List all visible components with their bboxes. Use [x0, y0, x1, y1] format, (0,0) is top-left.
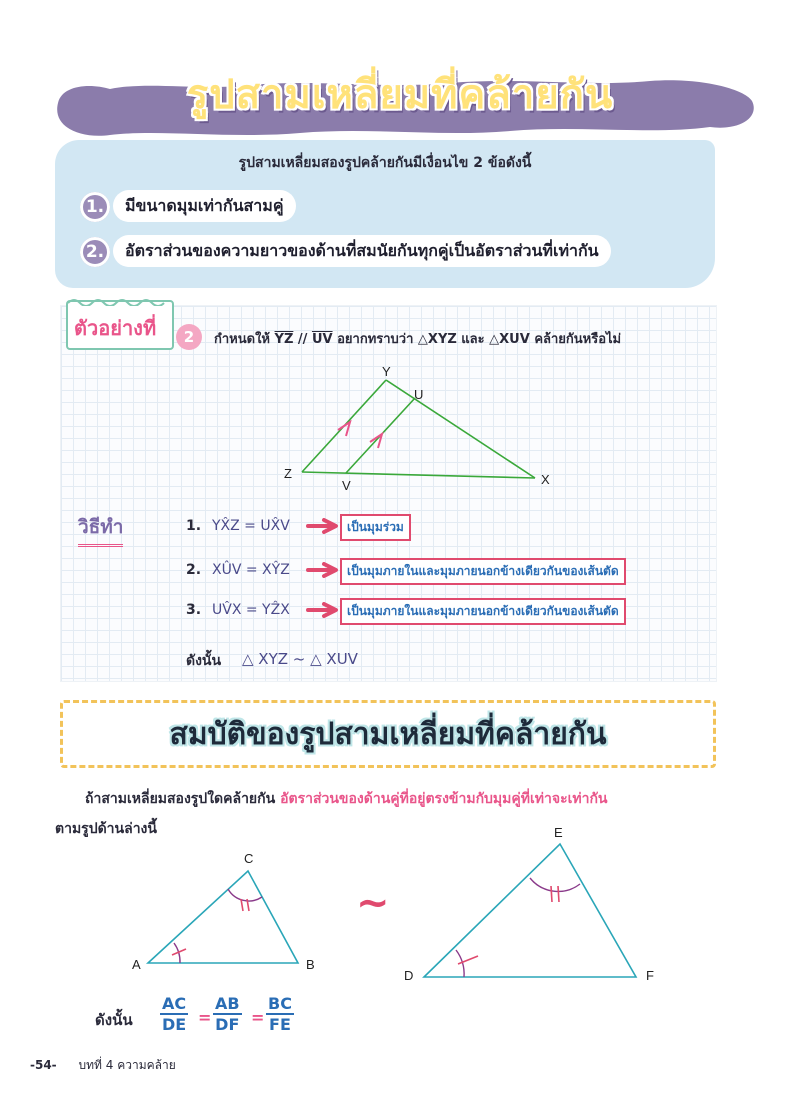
step-3-reason: เป็นมุมภายในและมุมภายนอกข้างเดียวกันของเส้นตัด: [340, 598, 626, 625]
side-zx: [302, 472, 535, 478]
page-title: รูปสามเหลี่ยมที่คล้ายกัน: [186, 72, 614, 118]
fraction-numerator: AB: [215, 994, 240, 1013]
properties-statement-line2: ตามรูปด้านล่างนี้: [55, 821, 157, 837]
page-number: -54-: [30, 1058, 57, 1072]
solution-label: วิธีทำ: [78, 512, 123, 547]
label-c: C: [244, 851, 254, 866]
similar-symbol: ~: [356, 880, 390, 926]
step-3-equation: UV̂X = YẐX: [212, 602, 290, 618]
conclusion-label: ดังนั้น: [186, 653, 222, 669]
label-b: B: [306, 957, 315, 972]
condition-2-text: อัตราส่วนของความยาวของด้านที่สมนัยกันทุกคู่เป็นอัตราส่วนที่เท่ากัน: [113, 235, 611, 267]
fraction-ab-df: [213, 994, 242, 1034]
label-z: Z: [284, 466, 292, 481]
properties-title: สมบัติของรูปสามเหลี่ยมที่คล้ายกัน: [169, 717, 607, 752]
step-1-number: 1.: [186, 518, 202, 534]
label-e: E: [554, 825, 563, 840]
arrow-right-icon: [306, 602, 340, 618]
chapter-name: บทที่ 4 ความคล้าย: [78, 1058, 176, 1072]
equals-sign: =: [198, 1008, 212, 1027]
side-yx: [386, 380, 535, 478]
ratio-therefore-label: ดังนั้น: [95, 1011, 133, 1029]
label-v: V: [342, 478, 351, 493]
fraction-denominator: FE: [269, 1015, 291, 1034]
label-y: Y: [382, 364, 391, 379]
triangle-abc-figure: [120, 845, 340, 980]
segment-uv: $\overline{UV}$: [311, 332, 333, 347]
arrow-right-icon: [306, 562, 340, 578]
step-1-reason: เป็นมุมร่วม: [340, 514, 411, 541]
example-number: 2: [176, 324, 202, 350]
condition-2-number: 2.: [80, 237, 110, 267]
condition-1-number: 1.: [80, 192, 110, 222]
condition-1-text: มีขนาดมุมเท่ากันสามคู่: [113, 190, 296, 222]
label-a: A: [132, 957, 141, 972]
parallel-mark-yz: [338, 422, 350, 436]
fraction-numerator: AC: [162, 994, 187, 1013]
triangle-def-figure: [400, 822, 670, 987]
fraction-bc-fe: [266, 994, 294, 1034]
wavy-decoration-icon: [66, 296, 170, 306]
example-label: ตัวอย่างที่: [74, 316, 157, 340]
question-suffix: อยากทราบว่า △XYZ และ △XUV คล้ายกันหรือไม่: [337, 332, 622, 347]
label-u: U: [414, 387, 424, 402]
label-f: F: [646, 968, 654, 983]
fraction-numerator: BC: [268, 994, 292, 1013]
conditions-intro: รูปสามเหลี่ยมสองรูปคล้ายกันมีเงื่อนไข 2 ข้อดังนี้: [238, 155, 532, 171]
arrow-right-icon: [306, 518, 340, 534]
step-2-number: 2.: [186, 562, 202, 578]
step-1-equation: YX̂Z = UX̂V: [212, 518, 290, 534]
parallel-symbol: //: [297, 332, 308, 347]
equals-sign: =: [251, 1008, 265, 1027]
example-question: [214, 328, 621, 349]
segment-yz: $\overline{YZ}$: [274, 332, 294, 347]
step-2-equation: XÛV = XŶZ: [212, 562, 290, 578]
fraction-denominator: DF: [215, 1015, 240, 1034]
step-3-number: 3.: [186, 602, 202, 618]
label-d: D: [404, 968, 414, 983]
fraction-denominator: DE: [161, 1015, 187, 1034]
question-prefix: กำหนดให้: [214, 332, 270, 347]
example-triangle-figure: [270, 360, 570, 500]
fraction-ac-de: [160, 994, 188, 1034]
properties-statement: [85, 788, 608, 810]
properties-statement-highlight: อัตราส่วนของด้านคู่ที่อยู่ตรงข้ามกับมุมคู่ที่เท่าจะเท่ากัน: [280, 791, 608, 807]
step-2-reason: เป็นมุมภายในและมุมภายนอกข้างเดียวกันของเส้นตัด: [340, 558, 626, 585]
conclusion-statement: △ XYZ ~ △ XUV: [242, 650, 358, 668]
page-footer: [30, 1056, 176, 1075]
label-x: X: [541, 472, 550, 487]
properties-statement-prefix: ถ้าสามเหลี่ยมสองรูปใดคล้ายกัน: [85, 791, 276, 807]
